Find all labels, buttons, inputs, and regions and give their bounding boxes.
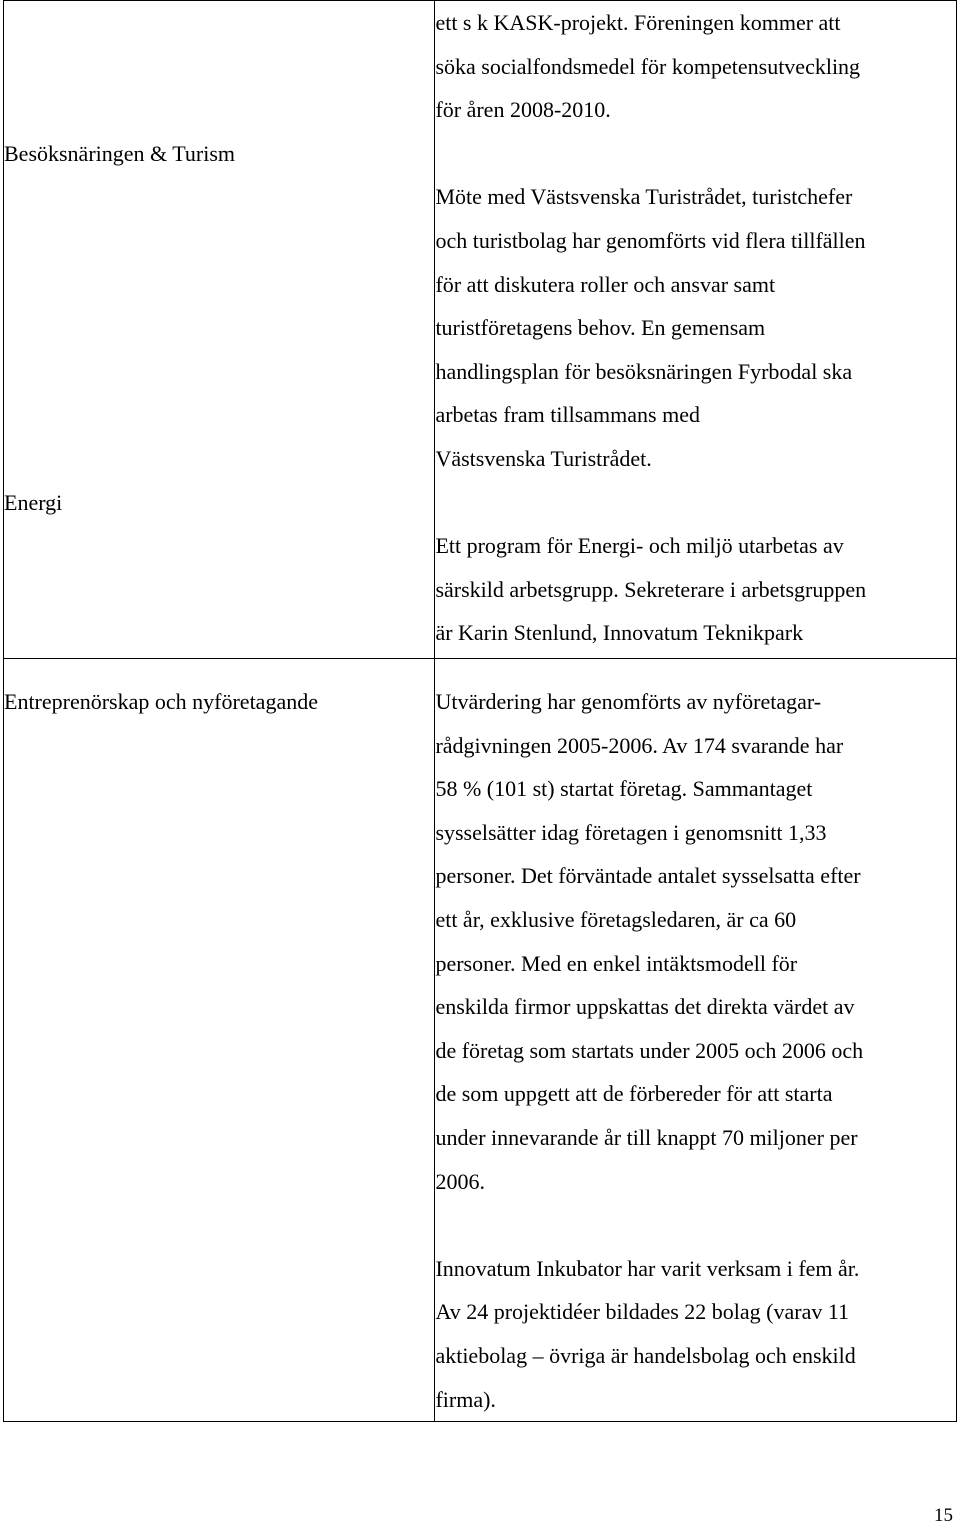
paragraph-line: 2006. [435, 1168, 485, 1194]
paragraph-line: handlingsplan för besöksnäringen Fyrbodal ska [435, 358, 853, 384]
paragraph-line: de företag som startats under 2005 och 2006 och [435, 1037, 864, 1063]
description-cell [435, 1, 957, 659]
paragraph-line: Möte med Västsvenska Turistrådet, turistchefer [435, 184, 853, 210]
table-row [4, 1, 957, 659]
paragraph-line: för att diskutera roller och ansvar samt [435, 271, 776, 297]
paragraph-line: personer. Med en enkel intäktsmodell för [435, 950, 798, 976]
topic-label: Entreprenörskap och nyföretagande [4, 689, 318, 714]
paragraph-line: sysselsätter idag företagen i genomsnitt 1,33 [435, 819, 827, 845]
paragraph-line: och turistbolag har genomförts vid flera tillfällen [435, 227, 866, 253]
paragraph-line: Ett program för Energi- och miljö utarbetas av [435, 533, 844, 559]
paragraph-line: ett år, exklusive företagsledaren, är ca 60 [435, 906, 797, 932]
description-cell [435, 659, 957, 1422]
paragraph-line: aktiebolag – övriga är handelsbolag och enskild [435, 1342, 856, 1368]
paragraph-line: turistföretagens behov. En gemensam [435, 315, 766, 341]
paragraph-line: särskild arbetsgrupp. Sekreterare i arbetsgruppen [435, 576, 867, 602]
paragraph-line: Utvärdering har genomförts av nyföretagar- [435, 689, 822, 714]
paragraph-line: Av 24 projektidéer bildades 22 bolag (varav 11 [435, 1299, 850, 1325]
paragraph-line: ett s k KASK-projekt. Föreningen kommer att [435, 10, 841, 35]
paragraph-line: söka socialfondsmedel för kompetensutveckling [435, 53, 861, 79]
paragraph-line: firma). [435, 1386, 496, 1412]
paragraph-line: 58 % (101 st) startat företag. Sammantaget [435, 776, 813, 802]
paragraph-line: personer. Det förväntade antalet sysselsatta efter [435, 863, 861, 889]
table-row [4, 659, 957, 1422]
paragraph-line: Västsvenska Turistrådet. [435, 445, 652, 471]
paragraph-line: är Karin Stenlund, Innovatum Teknikpark [435, 620, 804, 646]
paragraph-line: Innovatum Inkubator har varit verksam i fem år. [435, 1255, 860, 1281]
topic-label: Energi [4, 489, 63, 515]
topic-cell [4, 1, 435, 659]
paragraph-line: de som uppgett att de förbereder för att starta [435, 1081, 833, 1107]
paragraph-line: för åren 2008-2010. [435, 97, 611, 123]
topic-label: Besöksnäringen & Turism [4, 140, 236, 166]
paragraph-line: under innevarande år till knappt 70 miljoner per [435, 1124, 858, 1150]
paragraph-line: enskilda firmor uppskattas det direkta värdet av [435, 994, 855, 1020]
topic-cell [4, 659, 435, 1422]
paragraph-line: arbetas fram tillsammans med [435, 402, 700, 428]
paragraph-line: rådgivningen 2005-2006. Av 174 svarande har [435, 732, 844, 758]
page-number: 15 [934, 1505, 953, 1526]
document-table [3, 0, 957, 1422]
